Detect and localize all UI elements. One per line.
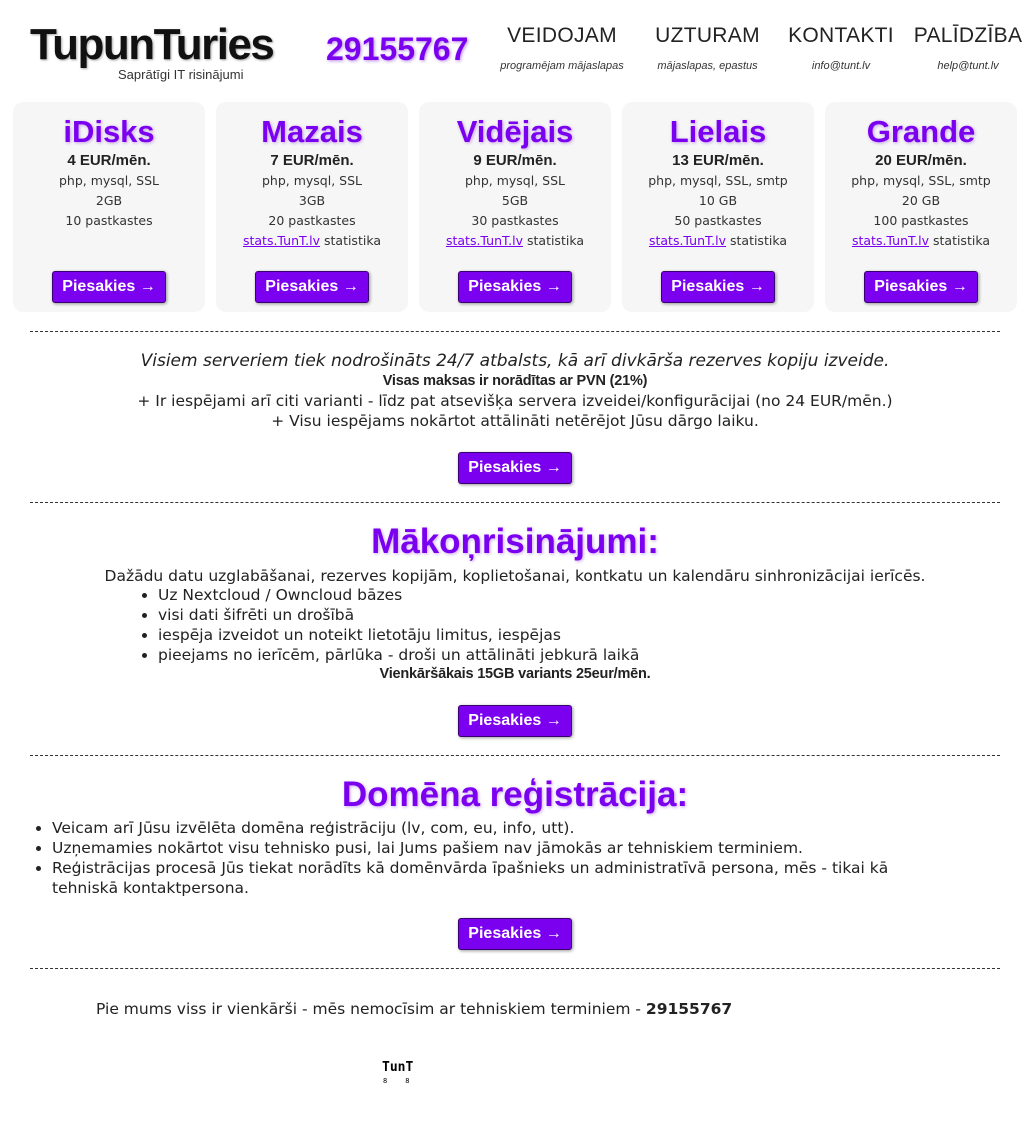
plan-name: Grande [866,114,976,149]
plan-storage: 20 GB [901,193,941,208]
tunt-badge[interactable]: TunT [382,1060,414,1075]
nav-subtitle: mājaslapas, epastus [657,60,758,72]
stats-label: statistika [523,233,585,248]
nav-subtitle: programējam mājaslapas [500,60,624,72]
plan-name: Lielais [669,114,767,149]
support-line-1: Visiem serveriem tiek nodrošināts 24/7 atbalsts, kā arī divkārša rezerves kopiju izveide. [140,351,890,371]
plan-card-idisks [13,102,205,312]
divider [30,968,1000,969]
plan-features: php, mysql, SSL [464,173,565,188]
nav-item-uzturam[interactable] [640,24,775,72]
stats-label: statistika [320,233,382,248]
plan-features: php, mysql, SSL, smtp [851,173,991,188]
nav-subtitle: info@tunt.lv [811,60,871,72]
nav-title[interactable]: UZTURAM [655,24,760,47]
logo-title: TupunTuries [30,20,274,69]
list-item: • Uz Nextcloud / Owncloud bāzes [158,585,858,605]
plan-storage: 2GB [95,193,123,208]
nav-title[interactable]: KONTAKTI [788,24,894,47]
stats-link[interactable]: stats.TunT.lv [648,233,727,248]
stats-link[interactable]: stats.TunT.lv [851,233,930,248]
support-section [0,350,1030,431]
nav-item-kontakti[interactable] [786,24,896,72]
plan-storage: 5GB [501,193,529,208]
list-item: • visi dati šifrēti un drošībā [158,605,858,625]
support-line-4: + Visu iespējams nokārtot attālināti netērējot Jūsu dārgo laiku. [271,412,759,430]
domain-feature-list [52,818,952,898]
support-line-3: + Ir iespējami arī citi varianti - līdz pat atsevišķa servera izveidei/konfigurācijai (no 24 EUR/mēn.) [137,392,893,410]
plan-features: php, mysql, SSL, smtp [648,173,788,188]
plan-storage: 10 GB [698,193,738,208]
nav-title[interactable]: PALĪDZĪBA [913,24,1023,47]
nav-subtitle: help@tunt.lv [937,60,999,72]
stats-link[interactable]: stats.TunT.lv [445,233,524,248]
support-order-button[interactable]: Piesakies → [458,452,571,484]
cloud-intro: Dažādu datu uzglabāšanai, rezerves kopijām, koplietošanai, kontkatu un kalendāru sinhronizācijai ierīcēs. [104,567,926,585]
domain-item-suffix: kā tehniskā kontaktpersona. [52,859,889,897]
plan-price: 20 EUR/mēn. [875,152,967,169]
footer-phone-link[interactable]: 29155767 [645,1000,733,1018]
order-button[interactable]: Piesakies → [255,271,368,303]
list-item: • Uzņemamies nokārtot visu tehnisko pusi, lai Jums pašiem nav jāmokās ar tehniskiem terminiem. [52,838,952,858]
plan-card-grande [825,102,1017,312]
plan-storage: 3GB [298,193,326,208]
list-item: • Veicam arī Jūsu izvēlēta domēna reģistrāciju (lv, com, eu, info, utt). [52,818,952,838]
plan-price: 7 EUR/mēn. [270,152,354,169]
cloud-heading: Mākoņrisinājumi: [371,522,659,561]
plan-name: iDisks [63,114,155,149]
plan-mail: 10 pastkastes [65,213,153,228]
plan-price: 13 EUR/mēn. [672,152,764,169]
plan-card-mazais [216,102,408,312]
order-button[interactable]: Piesakies → [52,271,165,303]
cloud-feature-list [158,585,858,665]
plan-mail: 100 pastkastes [873,213,969,228]
order-button[interactable]: Piesakies → [458,271,571,303]
list-item: • pieejams no ierīcēm, pārlūka - droši un attālināti jebkurā laikā [158,645,858,665]
tunt-badge-sub: 88 [383,1077,428,1085]
stats-link[interactable]: stats.TunT.lv [242,233,321,248]
plan-price: 9 EUR/mēn. [473,152,557,169]
plan-mail: 30 pastkastes [471,213,559,228]
header-phone[interactable]: 29155767 [326,31,469,67]
plan-features: php, mysql, SSL [58,173,159,188]
stats-label: statistika [726,233,788,248]
nav-item-veidojam[interactable] [498,24,626,72]
stats-label: statistika [929,233,991,248]
domain-item-mid: , mēs - [773,859,832,877]
plan-mail: 20 pastkastes [268,213,356,228]
logo-subtitle: Saprātīgi IT risinājumi [118,67,244,82]
plan-stats [216,231,408,251]
plan-stats [825,231,1017,251]
divider [30,331,1000,332]
plan-price: 4 EUR/mēn. [67,152,151,169]
plan-name: Vidējais [456,114,574,149]
plan-card-lielais [622,102,814,312]
logo[interactable] [30,20,290,82]
list-item [52,858,952,898]
plan-mail: 50 pastkastes [674,213,762,228]
list-item: • iespēja izveidot un noteikt lietotāju limitus, iespējas [158,625,858,645]
plan-name: Mazais [261,114,363,149]
domain-heading: Domēna reģistrācija: [341,775,689,814]
technical-only-link[interactable]: tikai [831,859,865,877]
plan-stats [622,231,814,251]
domain-item-prefix: Reģistrācijas procesā [52,859,222,877]
support-line-2: Visas maksas ir norādītas ar PVN (21%) [382,373,648,389]
nav-title[interactable]: VEIDOJAM [507,24,617,47]
plan-features: php, mysql, SSL [261,173,362,188]
order-button[interactable]: Piesakies → [661,271,774,303]
nav-item-palidziba[interactable] [912,24,1024,72]
footer-text [96,1000,732,1018]
owner-info-link[interactable]: Jūs tiekat norādīts kā domēnvārda īpašnieks un administratīvā persona [221,859,774,877]
plan-card-videjais [419,102,611,312]
order-button[interactable]: Piesakies → [864,271,977,303]
cloud-order-button[interactable]: Piesakies → [458,705,571,737]
plan-stats [419,231,611,251]
domain-order-button[interactable]: Piesakies → [458,918,571,950]
divider [30,755,1000,756]
footer-message: Pie mums viss ir vienkārši - mēs nemocīsim ar tehniskiem terminiem - [96,1000,646,1018]
cloud-price-note: Vienkāršākais 15GB variants 25eur/mēn. [379,666,651,682]
divider [30,502,1000,503]
